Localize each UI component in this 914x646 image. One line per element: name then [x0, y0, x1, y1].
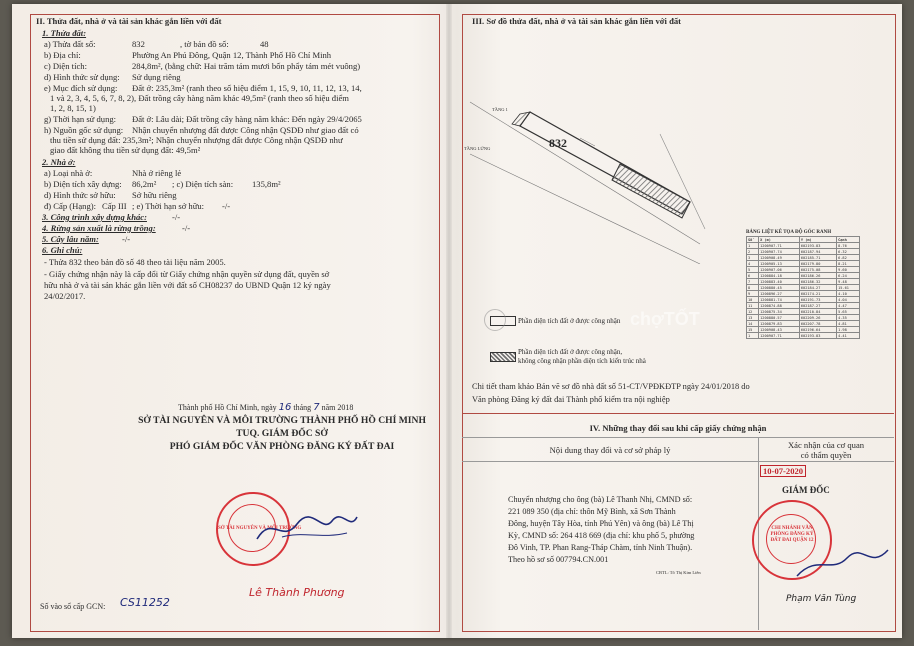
- coord-cell: 1200880.57: [759, 315, 800, 321]
- col-header-changes: Nội dung thay đổi và cơ sở pháp lý: [549, 445, 671, 455]
- coord-cell: 7: [747, 279, 759, 285]
- coord-cell: 602187.27: [799, 303, 836, 309]
- forest-value: -/-: [182, 223, 191, 233]
- use-form-label: d) Hình thức sử dụng:: [44, 72, 120, 82]
- grade-value: Cấp III: [102, 201, 127, 211]
- coord-cell: 8: [747, 285, 759, 291]
- director-name: Phạm Văn Tùng: [786, 594, 857, 604]
- col-header-confirm-1: Xác nhận của cơ quan: [787, 440, 865, 450]
- change-line-3: Đông, huyện Tây Hòa, tỉnh Phú Yên) và ông (bà) Lê Thị: [508, 519, 694, 528]
- parcel-heading: 1. Thửa đất:: [42, 28, 87, 38]
- ownership-term-value: -/-: [222, 201, 231, 211]
- section-ii-title: II. Thửa đất, nhà ở và tài sản khác gắn liền với đất: [36, 16, 222, 26]
- floor-area-value: 135,8m²: [252, 179, 281, 189]
- issue-year: 2018: [337, 403, 354, 412]
- issue-date-prefix: Thành phố Hồ Chí Minh, ngày: [178, 403, 277, 412]
- coord-cell: 602193.83: [799, 333, 836, 339]
- coord-cell: 6.24: [837, 273, 860, 279]
- section-iv-top-rule: [462, 413, 894, 414]
- forest-heading: 4. Rừng sản xuất là rừng trồng:: [42, 223, 156, 233]
- coord-cell: 6: [747, 273, 759, 279]
- floor-area-label: ; c) Diện tích sàn:: [172, 179, 234, 189]
- coord-cell: 14: [747, 321, 759, 327]
- coord-cell: 602193.83: [799, 243, 836, 249]
- map-label-mezzanine: TẦNG LỬNG: [464, 146, 491, 151]
- coord-cell: 602186.26: [799, 273, 836, 279]
- section-iii-title: III. Sơ đồ thửa đất, nhà ở và tài sản khác gắn liền với đất: [472, 16, 682, 26]
- change-line-5: Đô Vinh, TP. Phan Rang-Tháp Chàm, tỉnh Ninh Thuận).: [508, 543, 693, 552]
- coord-table-row: [747, 333, 860, 339]
- coord-cell: 3: [747, 255, 759, 261]
- coord-header-cell: Số: [747, 237, 759, 243]
- table-header-top-rule: [462, 437, 894, 438]
- coord-cell: 1200907.74: [759, 249, 800, 255]
- coord-cell: 602191.73: [799, 297, 836, 303]
- coord-cell: 4: [747, 261, 759, 267]
- coord-cell: 1200883.40: [759, 279, 800, 285]
- coord-cell: 1200908.43: [759, 327, 800, 333]
- coord-cell: 11: [747, 303, 759, 309]
- house-type-value: Nhà ở riêng lẻ: [132, 168, 182, 178]
- coord-cell: 1200881.74: [759, 297, 800, 303]
- coord-cell: 602210.84: [799, 309, 836, 315]
- address-label: b) Địa chỉ:: [44, 50, 81, 60]
- left-page: [12, 4, 444, 638]
- ownership-value: Sở hữu riêng: [132, 190, 177, 200]
- area-label: c) Diện tích:: [44, 61, 87, 71]
- issuer-authority: TUQ. GIÁM ĐỐC SỞ: [236, 428, 328, 439]
- legend-swatch-hatched: [490, 352, 516, 362]
- coord-cell: 1200874.88: [759, 303, 800, 309]
- coord-cell: 1200879.83: [759, 321, 800, 327]
- change-line-1: Chuyển nhượng cho ông (bà) Lê Thanh Nhị, CMND số:: [508, 495, 693, 504]
- coord-cell: 6.82: [837, 255, 860, 261]
- map-sheet-number: 48: [260, 39, 269, 49]
- coord-cell: 8.76: [837, 243, 860, 249]
- issue-day: 16: [278, 402, 292, 413]
- origin-line3: giao đất không thu tiền sử dụng đất: 49,5m²: [50, 145, 201, 155]
- origin-label: h) Nguồn gốc sử dụng:: [44, 125, 124, 135]
- coord-cell: 4.10: [837, 291, 860, 297]
- coord-cell: 4.81: [837, 321, 860, 327]
- coord-cell: 1200884.18: [759, 273, 800, 279]
- house-heading: 2. Nhà ở:: [42, 157, 76, 167]
- notes-heading: 6. Ghi chú:: [42, 245, 83, 255]
- coord-cell: 602186.32: [799, 279, 836, 285]
- coord-cell: 602209.26: [799, 315, 836, 321]
- issue-year-label: năm: [321, 403, 336, 412]
- note-line-1: - Thửa 832 theo bản đồ số 48 theo tài liệu năm 2005.: [44, 257, 226, 267]
- change-line-2: 221 089 350 (địa chỉ: thôn Mỹ Bình, xã Sơn Thành: [508, 507, 676, 516]
- area-value: 284,8m², (bằng chữ: Hai trăm tám mươi bốn phẩy tám mét vuông): [132, 61, 361, 71]
- coord-table: [746, 236, 860, 339]
- coord-cell: 4.04: [837, 297, 860, 303]
- parcel-map: [460, 94, 740, 264]
- grade-label: đ) Cấp (Hạng):: [44, 201, 97, 211]
- confirm-date-stamp: 10-07-2020: [760, 465, 806, 477]
- coord-cell: 1: [747, 243, 759, 249]
- map-label-floor1: TẦNG 1: [492, 107, 508, 112]
- note-line-2: - Giấy chứng nhận này là cấp đổi từ Giấy chứng nhận quyền sử dụng đất, quyền sở: [44, 269, 330, 279]
- parcel-number-label: a) Thửa đất số:: [44, 39, 96, 49]
- certificate-sheet: [12, 4, 902, 638]
- coord-cell: 9.60: [837, 267, 860, 273]
- coord-cell: 4.47: [837, 303, 860, 309]
- issuer-title: PHÓ GIÁM ĐỐC VĂN PHÒNG ĐĂNG KÝ ĐẤT ĐAI: [169, 441, 395, 452]
- coord-cell: 8.21: [837, 261, 860, 267]
- coord-cell: 1200908.49: [759, 255, 800, 261]
- other-works-heading: 3. Công trình xây dựng khác:: [42, 212, 147, 222]
- gcn-number-label: Số vào sổ cấp GCN:: [40, 602, 106, 611]
- official-stamp-text: SỞ TÀI NGUYÊN VÀ MÔI TRƯỜNG: [218, 526, 302, 531]
- coord-cell: 6.32: [837, 249, 860, 255]
- director-signature-mark: [792, 544, 892, 584]
- reference-line-1: Chi tiết tham khảo Bản vẽ sơ đồ nhà đất số 51-CT/VPĐKĐTP ngày 24/01/2018 do: [472, 382, 750, 391]
- coord-cell: 5: [747, 267, 759, 273]
- coord-cell: 1: [747, 333, 759, 339]
- table-header-bottom-rule: [462, 461, 894, 462]
- col-header-confirm-2: có thẩm quyền: [800, 450, 852, 460]
- coord-cell: 1200907.06: [759, 267, 800, 273]
- issuer-org: SỞ TÀI NGUYÊN VÀ MÔI TRƯỜNG THÀNH PHỐ HỒ CHÍ MINH: [138, 415, 426, 426]
- house-type-label: a) Loại nhà ở:: [44, 168, 93, 178]
- signer-name: Lê Thành Phương: [249, 586, 345, 599]
- use-purpose-value: Đất ở: 235,3m² (ranh theo số hiệu điểm 1, 15, 9, 10, 11, 12, 13, 14,: [132, 83, 362, 93]
- other-works-value: -/-: [172, 212, 181, 222]
- branch-stamp-text: CHI NHÁNH VĂN PHÒNG ĐĂNG KÝ ĐẤT ĐAI QUẬN 12: [770, 526, 814, 543]
- perennial-heading: 5. Cây lâu năm:: [42, 234, 99, 244]
- issue-month: 7: [313, 402, 320, 413]
- build-area-value: 86,2m²: [132, 179, 157, 189]
- change-line-4: Kỳ, CMND số: 264 418 669 (địa chỉ: khu phố 5, phường: [508, 531, 695, 540]
- map-parcel-number: 832: [549, 136, 567, 150]
- origin-value: Nhận chuyển nhượng đất được Công nhận QSDĐ như giao đất có: [132, 125, 359, 135]
- coord-cell: 602196.64: [799, 327, 836, 333]
- coord-cell: 1200880.45: [759, 285, 800, 291]
- coord-cell: 602187.94: [799, 249, 836, 255]
- ownership-label: d) Hình thức sở hữu:: [44, 190, 116, 200]
- watermark-text: chợTỐT: [630, 309, 700, 329]
- legend-text-2b: không công nhận phần diện tích kiến trúc nhà: [518, 357, 646, 365]
- coord-cell: 13: [747, 315, 759, 321]
- section-iv-title: IV. Những thay đổi sau khi cấp giấy chứng nhận: [589, 423, 767, 433]
- coord-cell: 15: [747, 327, 759, 333]
- right-page: [452, 4, 902, 638]
- issue-date: [178, 403, 353, 413]
- coord-cell: 1200896.27: [759, 291, 800, 297]
- use-term-value: Đất ở: Lâu dài; Đất trồng cây hàng năm khác: Đến ngày 29/4/2065: [132, 114, 362, 124]
- issue-month-label: tháng: [293, 403, 312, 412]
- use-form-value: Sử dụng riêng: [132, 72, 181, 82]
- coord-header-cell: Y (m): [799, 237, 836, 243]
- coord-cell: 4.41: [837, 333, 860, 339]
- coord-cell: 1200907.71: [759, 243, 800, 249]
- use-purpose-line3: 1, 2, 8, 15, 1): [50, 103, 96, 113]
- use-term-label: g) Thời hạn sử dụng:: [44, 114, 117, 124]
- ownership-term-label: ; e) Thời hạn sở hữu:: [132, 201, 205, 211]
- coord-cell: 1200907.71: [759, 333, 800, 339]
- watermark-circle: [484, 309, 506, 331]
- legend-text-2a: Phần diện tích đất ở được công nhận,: [518, 348, 623, 356]
- coord-cell: 1.98: [837, 327, 860, 333]
- reference-line-2: Văn phòng Đăng ký đất đai Thành phố kiểm tra nội nghiệp: [472, 395, 670, 404]
- origin-line2: thu tiền sử dụng đất: 235,3m²; Nhận chuyển nhượng đất được Công nhận QSDĐ như: [50, 135, 343, 145]
- director-title: GIÁM ĐỐC: [782, 485, 830, 495]
- coord-cell: 12: [747, 309, 759, 315]
- coord-cell: 602179.80: [799, 261, 836, 267]
- parcel-number: 832: [132, 39, 145, 49]
- coord-cell: 602207.78: [799, 321, 836, 327]
- coord-cell: 1200905.13: [759, 261, 800, 267]
- address-value: Phường An Phú Đông, Quận 12, Thành Phố Hồ Chí Minh: [132, 50, 332, 60]
- note-line-4: 24/02/2017.: [44, 291, 86, 301]
- coord-table-title: BẢNG LIỆT KÊ TỌA ĐỘ GÓC RANH: [746, 230, 832, 235]
- coord-table-body: [747, 237, 860, 339]
- use-purpose-label: e) Mục đích sử dụng:: [44, 83, 118, 93]
- coord-cell: 9: [747, 291, 759, 297]
- coord-cell: 4.35: [837, 315, 860, 321]
- note-line-3: hữu nhà ở và tài sản khác gắn liền với đất số CH08237 do UBND Quận 12 ký ngày: [44, 280, 331, 290]
- map-sheet-label: , tờ bản đồ số:: [180, 39, 229, 49]
- coord-cell: 5.65: [837, 309, 860, 315]
- build-area-label: b) Diện tích xây dựng:: [44, 179, 122, 189]
- coord-cell: 2: [747, 249, 759, 255]
- coord-cell: 15.61: [837, 285, 860, 291]
- coord-cell: 602174.21: [799, 291, 836, 297]
- coord-header-cell: Cạnh: [837, 237, 860, 243]
- coord-header-cell: X (m): [759, 237, 800, 243]
- legend-text-1: Phần diện tích đất ở được công nhận: [518, 317, 621, 325]
- coord-cell: 602185.71: [799, 255, 836, 261]
- coord-cell: 1200875.34: [759, 309, 800, 315]
- change-line-6: Theo hồ sơ số 007794.CN.001: [508, 555, 609, 564]
- gcn-number: CS11252: [120, 596, 170, 609]
- coord-cell: 10: [747, 297, 759, 303]
- use-purpose-line2: 1 và 2, 3, 4, 5, 6, 7, 8, 2), Đất trồng cây hàng năm khác 49,5m² (ranh theo số hiệu điểm: [50, 93, 349, 103]
- coord-cell: 602184.27: [799, 285, 836, 291]
- coord-cell: 9.48: [837, 279, 860, 285]
- signature-mark: [252, 509, 362, 549]
- perennial-value: -/-: [122, 234, 131, 244]
- coord-cell: 602175.08: [799, 267, 836, 273]
- clerk-note: CBTL: Tô Thị Kim Liên: [656, 570, 701, 575]
